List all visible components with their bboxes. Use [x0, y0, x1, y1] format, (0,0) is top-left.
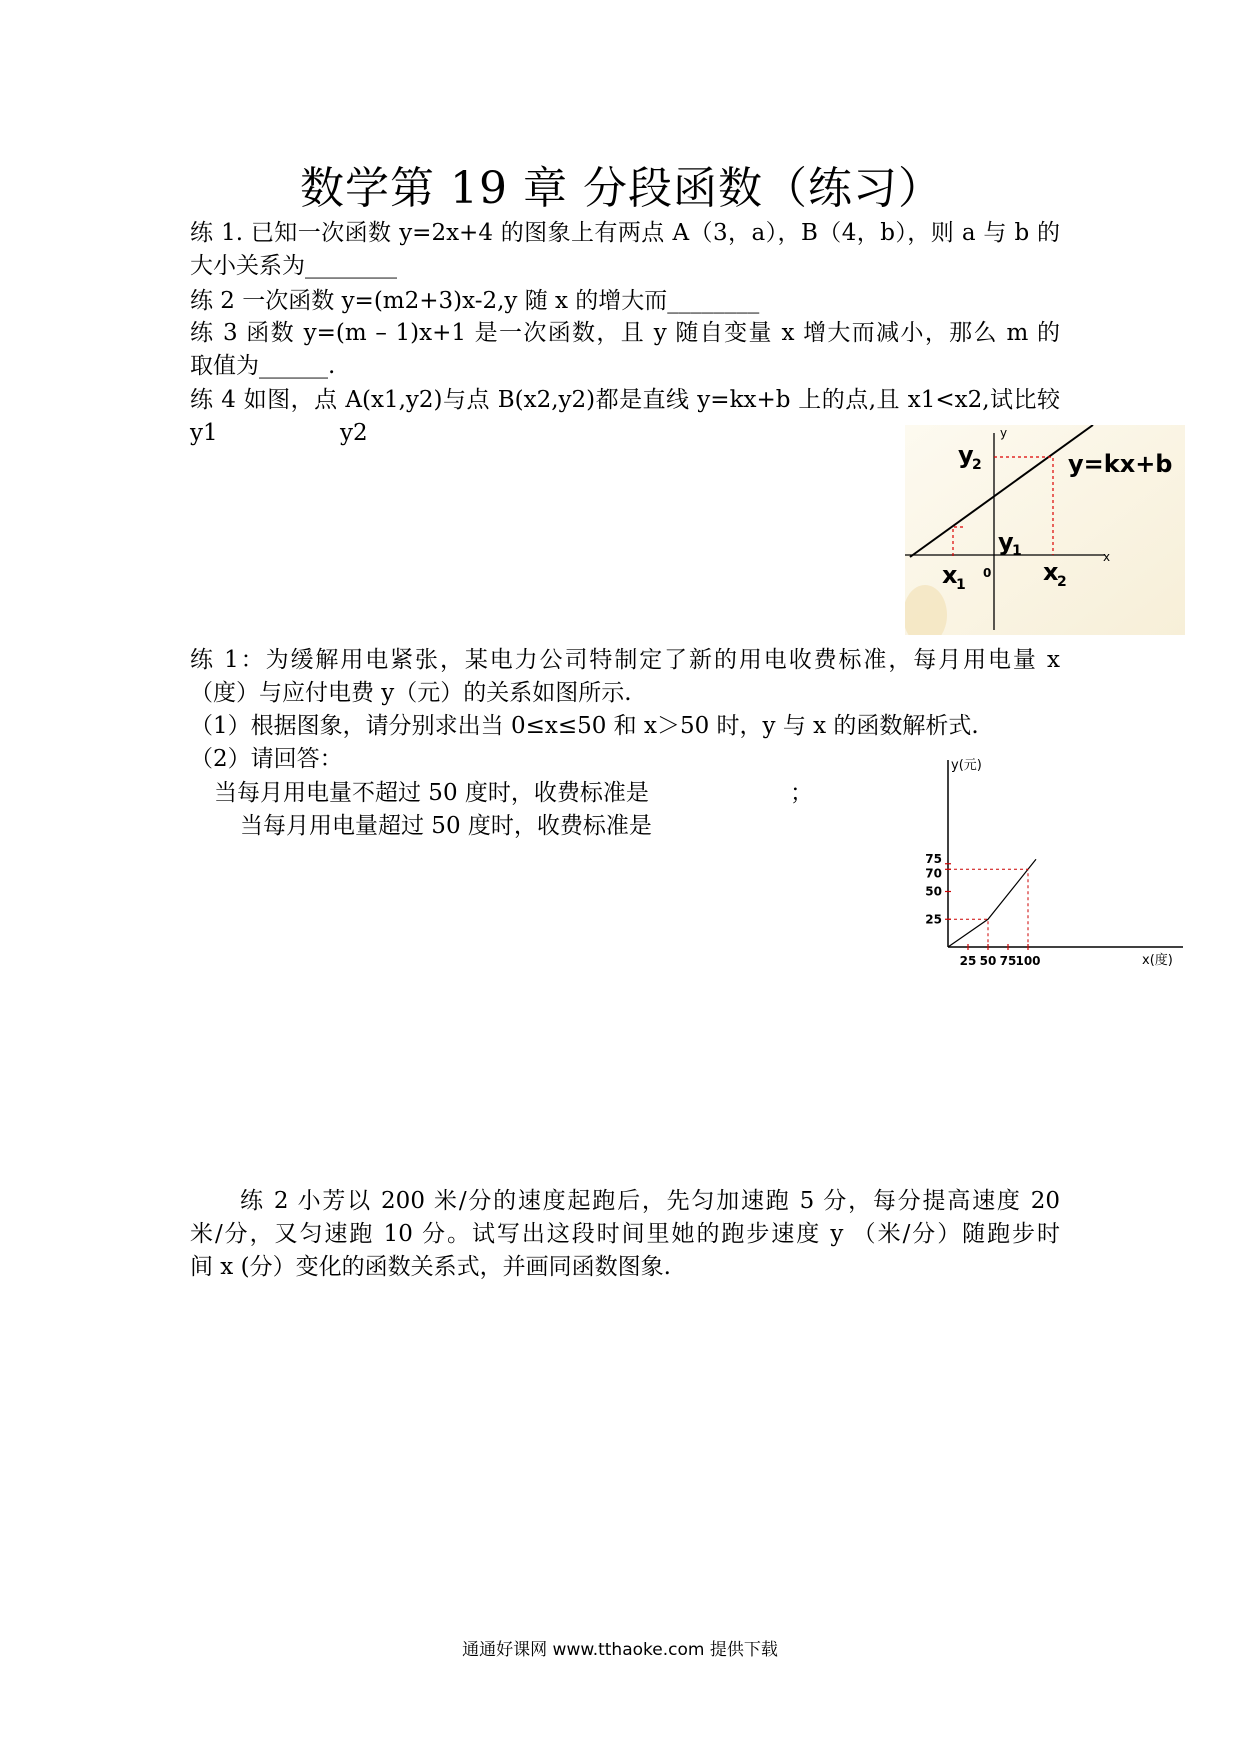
electricity-fee-chart: [915, 752, 1200, 982]
y2-label: y: [958, 441, 974, 469]
chart-x-tick-label-75: 75: [999, 954, 1017, 968]
exercise-2-text: 练 2 一次函数 y=(m2+3)x-2,y 随 x 的增大而________: [190, 288, 760, 314]
sub-question-2: （2）请回答：: [190, 746, 343, 772]
answer-line-2: 当每月用电量超过 50 度时，收费标准是: [240, 813, 652, 839]
exercise-3-text-cont: 取值为______.: [190, 353, 336, 379]
exercise-4-y1: y1: [190, 420, 218, 446]
exercise-1-text-cont: 大小关系为________: [190, 253, 397, 279]
y1-label: y: [998, 528, 1014, 556]
running-exercise-text-cont: 米/分，又匀速跑 10 分。试写出这段时间里她的跑步速度 y （米/分）随跑步时: [190, 1221, 1060, 1247]
page-footer: 通通好课网 www.tthaoke.com 提供下载: [462, 1640, 778, 1660]
line-equation-label: y=kx+b: [1068, 450, 1173, 478]
x2-label: x: [1043, 558, 1059, 586]
sub-question-1: （1）根据图象，请分别求出当 0≤x≤50 和 x＞50 时，y 与 x 的函数解析式.: [190, 713, 979, 739]
exercise-4-y2: y2: [340, 420, 368, 446]
y1-subscript: 1: [1012, 543, 1022, 559]
chart-x-tick-label-25: 25: [959, 954, 977, 968]
page-title: 数学第 19 章 分段函数（练习）: [300, 163, 943, 214]
x2-subscript: 2: [1057, 574, 1067, 590]
answer-line-1-end: ；: [790, 780, 813, 806]
linear-function-figure: [905, 425, 1185, 635]
electricity-exercise-text-cont: （度）与应付电费 y（元）的关系如图所示.: [190, 680, 632, 706]
running-exercise-text-end: 间 x (分）变化的函数关系式，并画同函数图象.: [190, 1254, 671, 1280]
exercise-3-text: 练 3 函数 y=(m – 1)x+1 是一次函数，且 y 随自变量 x 增大而减小，那么 m 的: [190, 320, 1060, 346]
chart-x-tick-label-50: 50: [979, 954, 997, 968]
chart-y-tick-label-75: 75: [925, 851, 942, 866]
x1-subscript: 1: [956, 577, 966, 593]
y2-subscript: 2: [972, 457, 982, 473]
exercise-4-text: 练 4 如图，点 A(x1,y2)与点 B(x2,y2)都是直线 y=kx+b 上的点,且 x1<x2,试比较: [190, 387, 1060, 413]
chart-x-axis-label: x(度): [1142, 953, 1173, 968]
electricity-exercise-text: 练 1：为缓解用电紧张，某电力公司特制定了新的用电收费标准，每月用电量 x: [190, 647, 1060, 673]
y-axis-label: y: [1000, 426, 1008, 440]
origin-label: 0: [983, 566, 992, 580]
x-axis-label: x: [1103, 550, 1111, 564]
chart-y-tick-label-25: 25: [925, 912, 942, 927]
chart-y-tick-label-70: 70: [925, 866, 942, 881]
running-exercise-text: 练 2 小芳以 200 米/分的速度起跑后，先匀加速跑 5 分，每分提高速度 20: [240, 1188, 1060, 1214]
chart-y-axis-label: y(元): [951, 758, 982, 773]
x1-label: x: [942, 561, 958, 589]
chart-y-tick-label-50: 50: [925, 884, 942, 899]
answer-line-1: 当每月用电量不超过 50 度时，收费标准是: [214, 780, 649, 806]
chart-data-line: [948, 859, 1036, 947]
chart-x-tick-label-100: 100: [1015, 954, 1041, 968]
exercise-1-text: 练 1. 已知一次函数 y=2x+4 的图象上有两点 A（3，a），B（4，b），则 a 与 b 的: [190, 220, 1060, 246]
